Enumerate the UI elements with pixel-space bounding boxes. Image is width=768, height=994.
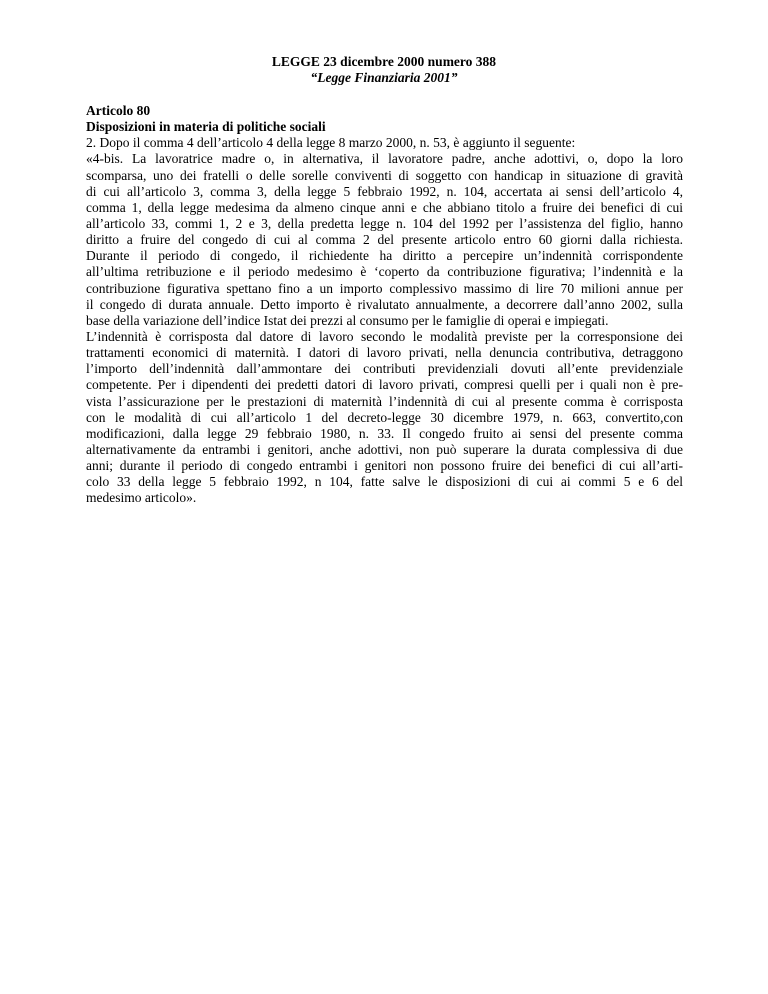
paragraph-line: all’ultima retribuzione e il periodo medesimo è ‘coperto da contribuzione figurativa; l’indennità e la bbox=[86, 264, 683, 280]
document-subtitle: “Legge Finanziaria 2001” bbox=[310, 70, 458, 85]
paragraph-line: competente. Per i dipendenti dei predetti datori di lavoro privati, compresi quelli per i quali non è pre- bbox=[86, 377, 683, 393]
paragraph-line: di cui all’articolo 3, comma 3, della legge 5 febbraio 1992, n. 104, accertata ai sensi dell’articolo 4, bbox=[86, 183, 683, 199]
article-body bbox=[86, 103, 683, 507]
paragraph-line: all’articolo 33, commi 1, 2 e 3, della predetta legge n. 104 del 1992 per l’assistenza del figlio, hanno bbox=[86, 216, 683, 232]
paragraph-line: alternativamente da entrambi i genitori, anche adottivi, non può superare la durata complessiva di due bbox=[86, 441, 683, 457]
paragraph-line: anni; durante il periodo di congedo entrambi i genitori non possono fruire dei benefici di cui all’arti- bbox=[86, 458, 683, 474]
article-number: Articolo 80 bbox=[86, 103, 151, 118]
paragraph-line: L’indennità è corrisposta dal datore di lavoro secondo le modalità previste per la corresponsione dei bbox=[86, 329, 683, 344]
article-paragraph-1 bbox=[86, 135, 683, 329]
document-title: LEGGE 23 dicembre 2000 numero 388 bbox=[271, 54, 497, 69]
article-paragraph-2 bbox=[86, 329, 683, 507]
paragraph-line: trattamenti economici di maternità. I datori di lavoro privati, nella denuncia contributiva, detraggono bbox=[86, 345, 683, 361]
paragraph-line: base della variazione dell’indice Istat dei prezzi al consumo per le famiglie di operai e impiegati. bbox=[86, 312, 609, 328]
paragraph-line: vista l’assicurazione per le prestazioni di maternità l’indennità di cui al presente comma è corrisposta bbox=[86, 393, 683, 409]
paragraph-line: modificazioni, dalla legge 29 febbraio 1980, n. 33. Il congedo fruito ai sensi del presente comma bbox=[86, 425, 683, 441]
paragraph-line: diritto a fruire del congedo di cui al comma 2 del presente articolo entro 60 giorni dalla richiesta. bbox=[86, 232, 683, 248]
paragraph-line: 2. Dopo il comma 4 dell’articolo 4 della legge 8 marzo 2000, n. 53, è aggiunto il seguente: bbox=[86, 135, 576, 151]
paragraph-line: comma 1, della legge medesima da almeno cinque anni e che abbiano titolo a fruire dei benefici di cui bbox=[86, 199, 683, 215]
article-heading: Disposizioni in materia di politiche sociali bbox=[86, 119, 326, 135]
paragraph-line: il congedo di durata annuale. Detto importo è rivalutato annualmente, a decorrere dall’anno 2002, sulla bbox=[86, 296, 683, 312]
paragraph-line: contribuzione figurativa spettano fino a un importo complessivo massimo di lire 70 milioni annue per bbox=[86, 280, 683, 296]
paragraph-line: colo 33 della legge 5 febbraio 1992, n 104, fatte salve le disposizioni di cui ai commi 5 e 6 del bbox=[86, 474, 683, 490]
paragraph-line: l’importo dell’indennità dall’ammontare dei contributi previdenziali dovuti all’ente previdenziale bbox=[86, 361, 683, 377]
paragraph-line: scomparsa, uno dei fratelli o delle sorelle conviventi di soggetto con handicap in situazione di gravità bbox=[86, 167, 683, 183]
paragraph-line: Durante il periodo di congedo, il richiedente ha diritto a percepire un’indennità corrispondente bbox=[86, 248, 683, 264]
paragraph-line: «4-bis. La lavoratrice madre o, in alternativa, il lavoratore padre, anche adottivi, o, dopo la loro bbox=[86, 151, 683, 167]
paragraph-line: medesimo articolo». bbox=[86, 490, 197, 506]
paragraph-line: con le modalità di cui all’articolo 1 del decreto-legge 30 dicembre 1979, n. 663, convertito,con bbox=[86, 409, 683, 425]
